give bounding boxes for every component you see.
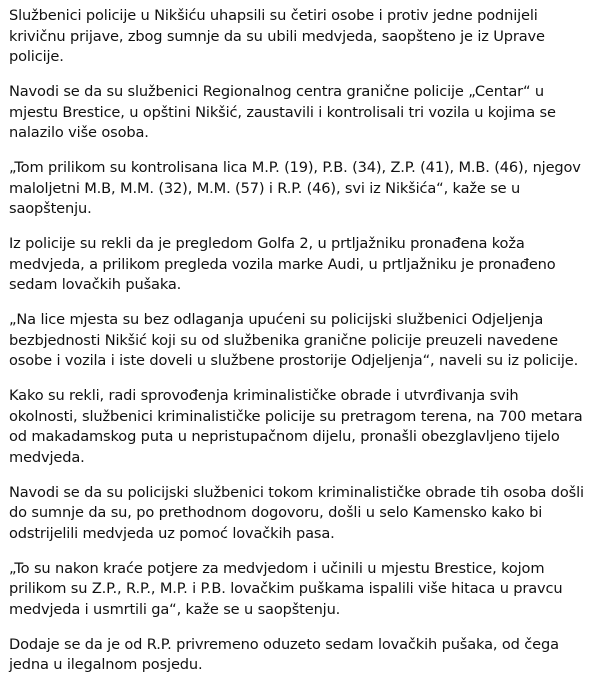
paragraph-handover: „Na lice mjesta su bez odlaganja upućeni su policijski službenici Odjeljenja bezbjednosti Nikšić koji su od službenika granične policije preuzeli navedene osobe i vozila i iste doveli u službene prostorije Odjeljenja“, naveli su iz policije.: [9, 311, 579, 369]
paragraph-vehicle-search: Iz policije su rekli da je pregledom Golfa 2, u prtljažniku pronađena koža medvjeda, a prilikom pregleda vozila marke Audi, u prtljažniku je pronađeno sedam lovačkih pušaka.: [9, 235, 556, 293]
paragraph-arrest: Službenici policije u Nikšiću uhapsili su četiri osobe i protiv jedne podnijeli krivičnu prijave, zbog sumnje da su ubili medvjeda, saopšteno je iz Uprave policije.: [9, 7, 545, 65]
paragraph-seizure: Dodaje se da je od R.P. privremeno oduzeto sedam lovačkih pušaka, od čega jedna u ilegalnom posjedu.: [9, 635, 559, 673]
paragraph-border-control: Navodi se da su službenici Regionalnog centra granične policije „Centar“ u mjestu Brestice, u opštini Nikšić, zaustavili i kontrolisali tri vozila u kojima se nalazilo više osoba.: [9, 83, 556, 141]
paragraph-hunt-quote: „To su nakon kraće potjere za medvjedom i učinili u mjestu Brestice, kojom prilikom su Z.P., R.P., M.P. i P.B. lovačkim puškama ispalili više hitaca u pravcu medvjeda i usmrtili ga“, kaže se u saopštenju.: [9, 559, 563, 618]
paragraph-terrain-search: Kako su rekli, radi sprovođenja kriminalističke obrade i utvrđivanja svih okolnosti, službenici kriminalističke policije su pretragom terena, na 700 metara od makadamskog puta u nepristupačnom dijelu, pronašli obezglavljeno tijelo medvjeda.: [9, 387, 583, 466]
paragraph-persons-checked: „Tom prilikom su kontrolisana lica M.P. (19), P.B. (34), Z.P. (41), M.B. (46), njegov maloljetni M.B, M.M. (32), M.M. (57) i R.P. (46), svi iz Nikšića“, kaže se u saopštenju.: [9, 159, 581, 217]
paragraph-suspicion: Navodi se da su policijski službenici tokom kriminalističke obrade tih osoba došli do sumnje da su, po prethodnom dogovoru, došli u selo Kamensko kako bi odstrijelili medvjeda uz pomoć lovačkih pasa.: [9, 483, 584, 542]
